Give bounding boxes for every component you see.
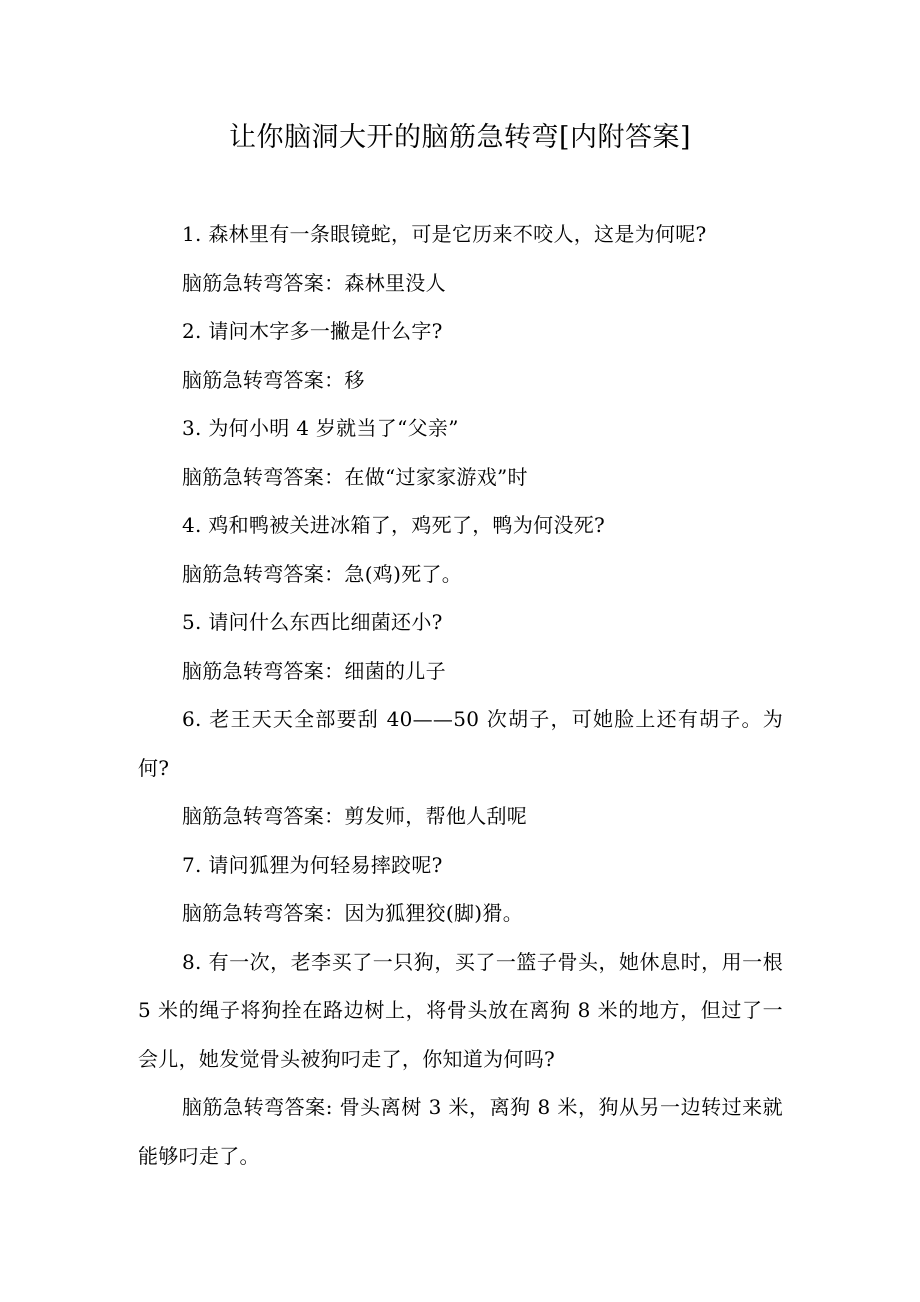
question-6: 6. 老王天天全部要刮 40——50 次胡子，可她脸上还有胡子。为何? [138,707,783,780]
answer-7: 脑筋急转弯答案：因为狐狸狡(脚)猾。 [182,901,524,925]
answer-1: 脑筋急转弯答案：森林里没人 [182,270,446,295]
answer-3: 脑筋急转弯答案：在做“过家家游戏”时 [182,464,528,489]
document-title: 让你脑洞大开的脑筋急转弯[内附答案] [228,122,692,153]
answer-2: 脑筋急转弯答案：移 [182,367,365,392]
question-5: 5. 请问什么东西比细菌还小? [182,610,443,634]
question-7: 7. 请问狐狸为何轻易摔跤呢? [182,852,443,877]
question-2: 2. 请问木字多一撇是什么字? [182,319,443,343]
answer-4: 脑筋急转弯答案：急(鸡)死了。 [182,561,463,586]
answer-5: 脑筋急转弯答案：细菌的儿子 [182,658,446,683]
answer-8: 脑筋急转弯答案: 骨头离树 3 米，离狗 8 米，狗从另一边转过来就能够叼走了。 [138,1095,783,1168]
question-3: 3. 为何小明 4 岁就当了“父亲” [182,416,459,440]
question-8: 8. 有一次，老李买了一只狗，买了一篮子骨头，她休息时，用一根 5 米的绳子将狗拴在路边树上，将骨头放在离狗 8 米的地方，但过了一会儿，她发觉骨头被狗叼走了，你知道为何吗? [138,949,783,1071]
question-4: 4. 鸡和鸭被关进冰箱了，鸡死了，鸭为何没死? [182,513,606,537]
answer-6: 脑筋急转弯答案：剪发师，帮他人刮呢 [182,804,528,828]
document-body [138,210,783,1180]
question-1: 1. 森林里有一条眼镜蛇，可是它历来不咬人，这是为何呢? [182,222,707,246]
